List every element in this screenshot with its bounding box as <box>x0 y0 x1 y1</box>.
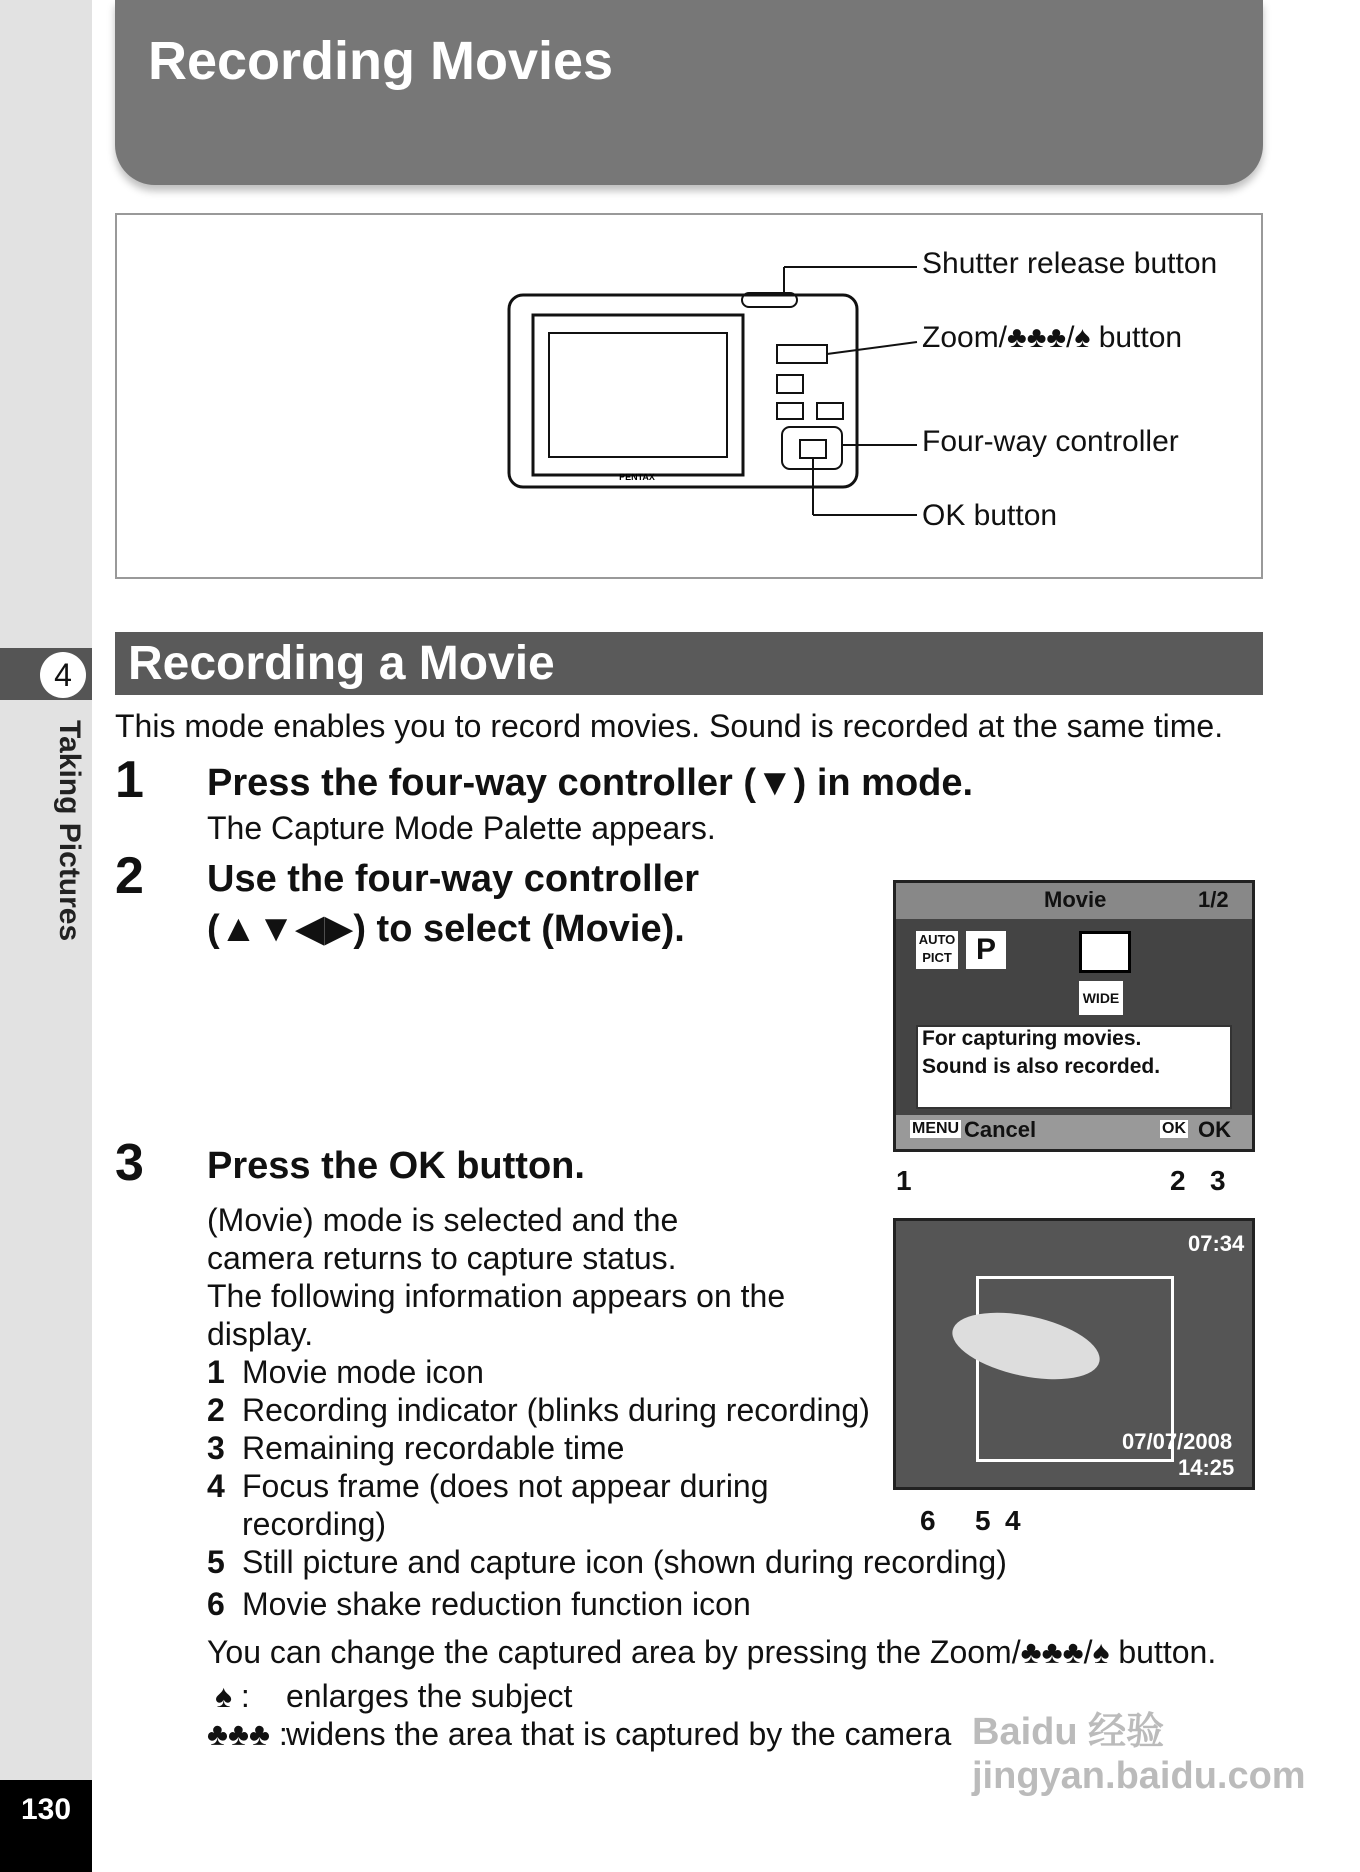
tele-icon: ♠ : <box>215 1678 250 1714</box>
page-title: Recording Movies <box>148 31 614 91</box>
page-header <box>115 0 1263 185</box>
info-4-text: Focus frame (does not appear during <box>242 1468 769 1504</box>
info-6-num: 6 <box>207 1586 225 1622</box>
program-icon: P <box>966 931 1006 969</box>
capture-display <box>893 1218 1255 1490</box>
callout-6: 6 <box>920 1505 936 1536</box>
step-1-number: 1 <box>115 751 144 809</box>
intro-text: This mode enables you to record movies. Sound is recorded at the same time. <box>115 708 1224 744</box>
step-3-line-2: camera returns to capture status. <box>207 1240 677 1276</box>
chapter-label: Taking Pictures <box>53 720 86 942</box>
clock-display: 14:25 <box>1178 1455 1235 1480</box>
palette-desc-2: Sound is also recorded. <box>922 1055 1161 1078</box>
chapter-number: 4 <box>40 652 86 698</box>
info-1-text: Movie mode icon <box>242 1354 484 1390</box>
camera-brand-text: PENTAX <box>619 472 655 482</box>
zoom-tele-text: enlarges the subject <box>286 1678 573 1714</box>
info-3-text: Remaining recordable time <box>242 1430 625 1466</box>
auto-pict-icon: AUTO PICT <box>916 931 958 969</box>
date-display: 07/07/2008 <box>1122 1429 1233 1454</box>
zoom-wide-text: widens the area that is captured by the camera <box>286 1716 952 1752</box>
cancel-label: Cancel <box>964 1117 1037 1142</box>
palette-title: Movie <box>1044 887 1107 912</box>
info-3-num: 3 <box>207 1430 225 1466</box>
info-4-num: 4 <box>207 1468 225 1504</box>
step-3-heading: Press the OK button. <box>207 1145 585 1187</box>
watermark: Baidu 经验 jingyan.baidu.com <box>972 1711 1306 1797</box>
label-four-way: Four-way controller <box>922 425 1179 458</box>
step-1-heading: Press the four-way controller (▼) in mode. <box>207 762 974 804</box>
camera-diagram <box>115 213 1263 579</box>
callout-5: 5 <box>975 1505 991 1536</box>
step-1-text: The Capture Mode Palette appears. <box>207 810 716 846</box>
remaining-time: 07:34 <box>1188 1231 1245 1256</box>
info-5-text: Still picture and capture icon (shown during recording) <box>242 1544 1007 1580</box>
label-ok: OK button <box>922 499 1058 532</box>
palette-screen <box>893 880 1255 1152</box>
info-1-num: 1 <box>207 1354 225 1390</box>
info-6-text: Movie shake reduction function icon <box>242 1586 751 1622</box>
callout-3: 3 <box>1210 1165 1226 1196</box>
movie-icon <box>1079 931 1131 973</box>
step-3-line-3: The following information appears on the <box>207 1278 786 1314</box>
info-2-num: 2 <box>207 1392 225 1428</box>
label-shutter: Shutter release button <box>922 247 1218 280</box>
ok-label: OK <box>1198 1117 1231 1142</box>
callout-2: 2 <box>1170 1165 1186 1196</box>
step-2-number: 2 <box>115 847 144 905</box>
zoom-intro: You can change the captured area by pressing the Zoom/♣♣♣/♠ button. <box>207 1634 1217 1670</box>
step-2-heading-2: (▲▼◀▶) to select (Movie). <box>207 908 685 950</box>
page-number: 130 <box>0 1780 92 1872</box>
step-3-line-1: (Movie) mode is selected and the <box>207 1202 679 1238</box>
palette-page: 1/2 <box>1198 887 1229 912</box>
ok-key: OK <box>1162 1120 1186 1137</box>
wide-icon: WIDE <box>1079 981 1123 1015</box>
callout-1: 1 <box>896 1165 912 1196</box>
step-3-number: 3 <box>115 1134 144 1192</box>
label-zoom: Zoom/♣♣♣/♠ button <box>922 321 1183 354</box>
step-3-line-4: display. <box>207 1316 314 1352</box>
section-title: Recording a Movie <box>128 637 555 690</box>
menu-key: MENU <box>912 1120 960 1137</box>
info-5-num: 5 <box>207 1544 225 1580</box>
callout-4: 4 <box>1005 1505 1021 1536</box>
info-2-text: Recording indicator (blinks during recording) <box>242 1392 870 1428</box>
step-2-heading-1: Use the four-way controller <box>207 858 699 900</box>
wide-icon-text: ♣♣♣ : <box>207 1716 288 1752</box>
palette-desc-1: For capturing movies. <box>922 1027 1142 1050</box>
info-4-text-cont: recording) <box>242 1506 387 1542</box>
